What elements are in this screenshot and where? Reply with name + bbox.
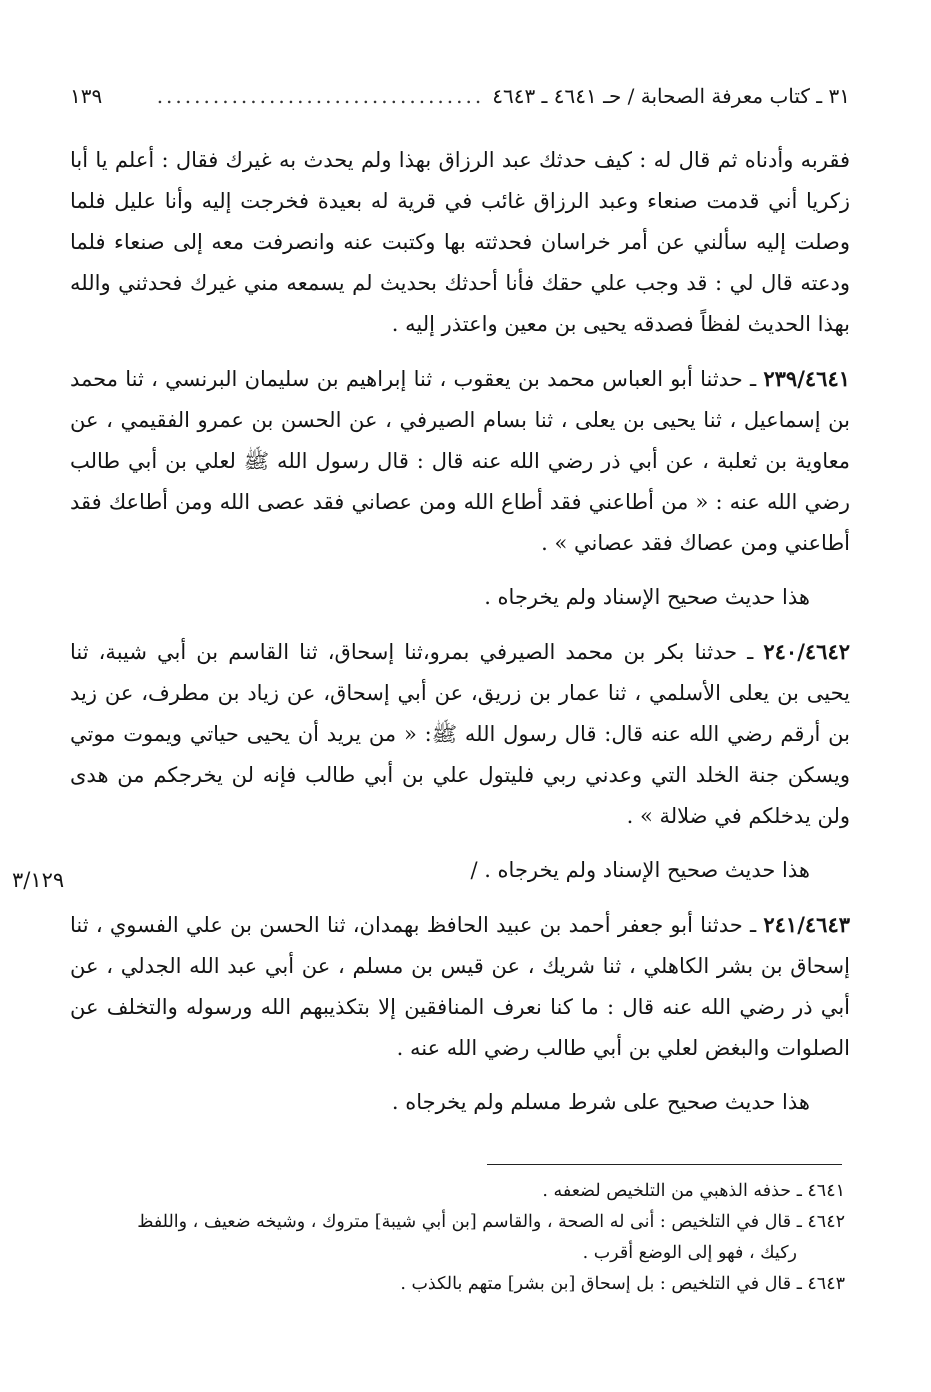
footnote-4641: ٤٦٤١ ـ حذفه الذهبي من التلخيص لضعفه . bbox=[542, 1181, 845, 1201]
hadith-4641 bbox=[70, 358, 850, 564]
header-leader-dots: ................................... bbox=[156, 84, 485, 108]
hadith-text: ـ حدثنا أبو العباس محمد بن يعقوب ، ثنا إبراهيم بن سليمان البرنسي ، ثنا محمد بن إسماعيل ، ثنا يحيى بن يعلى ، ثنا بسام الصيرفي ، عن الحسن بن عمرو الفقيمي ، عن معاوية بن ثعلبة ، عن أبي ذر رضي الله عنه قال : قال رسول الله ﷺ لعلي بن أبي طالب رضي الله عنه : « من أطاعني فقد أطاع الله ومن عصاني فقد عصى الله ومن أطاعك فقد أطاعني ومن عصاك فقد عصاني » . bbox=[70, 367, 851, 555]
verdict-4641: هذا حديث صحيح الإسناد ولم يخرجاه . bbox=[484, 585, 810, 609]
hadith-text: ـ حدثنا أبو جعفر أحمد بن عبيد الحافظ بهمدان، ثنا الحسن بن علي الفسوي ، ثنا إسحاق بن بشر الكاهلي ، ثنا شريك ، عن قيس بن مسلم ، عن أبي عبد الله الجدلي ، عن أبي ذر رضي الله عنه قال : ما كنا نعرف المنافقين إلا بتكذيبهم الله ورسوله والتخلف عن الصلوات والبغض لعلي بن أبي طالب رضي الله عنه . bbox=[70, 913, 850, 1060]
header-title: ٣١ ـ كتاب معرفة الصحابة / حـ ٤٦٤١ ـ ٤٦٤٣ bbox=[492, 84, 850, 108]
paragraph-intro: فقربه وأدناه ثم قال له : كيف حدثك عبد الرزاق بهذا ولم يحدث به غيرك فقال : أعلم يا أبا زكريا أني قدمت صنعاء وعبد الرزاق غائب في قرية له بعيدة فخرجت إليه وأنا عليل فلما وصلت إليه سألني عن أمر خراسان فحدثته بها وكتبت عنه وانصرفت معه إلى صنعاء فلما ودعته قال لي : قد وجب علي حقك فأنا أحدثك بحديث لم يسمعه مني غيرك فحدثني والله بهذا الحديث لفظاً فصدقه يحيى بن معين واعتذر إليه . bbox=[70, 148, 851, 336]
hadith-4643 bbox=[70, 904, 850, 1069]
verdict-4642: هذا حديث صحيح الإسناد ولم يخرجاه . / bbox=[470, 858, 810, 882]
footnotes bbox=[85, 1176, 845, 1300]
margin-volume-page-note: ٣/١٢٩ bbox=[12, 868, 65, 892]
footnote-4642: ٤٦٤٢ ـ قال في التلخيص : أنى له الصحة ، والقاسم [بن أبي شيبة] متروك ، وشيخه ضعيف ، واللفظ bbox=[137, 1212, 845, 1232]
hadith-4642 bbox=[70, 631, 850, 837]
hadith-number: ٢٣٩/٤٦٤١ bbox=[763, 366, 850, 391]
footnote-4643: ٤٦٤٣ ـ قال في التلخيص : بل إسحاق [بن بشر] متهم بالكذب . bbox=[400, 1274, 845, 1294]
footnote-4642-continued: ركيك ، فهو إلى الوضع أقرب . bbox=[582, 1243, 797, 1263]
verdict-4643: هذا حديث صحيح على شرط مسلم ولم يخرجاه . bbox=[391, 1090, 810, 1114]
footnote-divider bbox=[487, 1164, 842, 1165]
running-header bbox=[70, 84, 850, 116]
hadith-text: ـ حدثنا بكر بن محمد الصيرفي بمرو،ثنا إسحاق، ثنا القاسم بن أبي شيبة، ثنا يحيى بن يعلى الأسلمي ، ثنا عمار بن زريق، عن أبي إسحاق، عن زياد بن مطرف، عن زيد بن أرقم رضي الله عنه قال: قال رسول الله ﷺ: « من يريد أن يحيى حياتي ويموت موتي ويسكن جنة الخلد التي وعدني ربي فليتول علي بن أبي طالب فإنه لن يخرجكم من هدى ولن يدخلكم في ضلالة » . bbox=[70, 640, 850, 828]
hadith-number: ٢٤٠/٤٦٤٢ bbox=[763, 639, 850, 664]
main-text bbox=[70, 140, 850, 1123]
hadith-number: ٢٤١/٤٦٤٣ bbox=[763, 912, 850, 937]
page-number: ١٣٩ bbox=[70, 84, 103, 108]
